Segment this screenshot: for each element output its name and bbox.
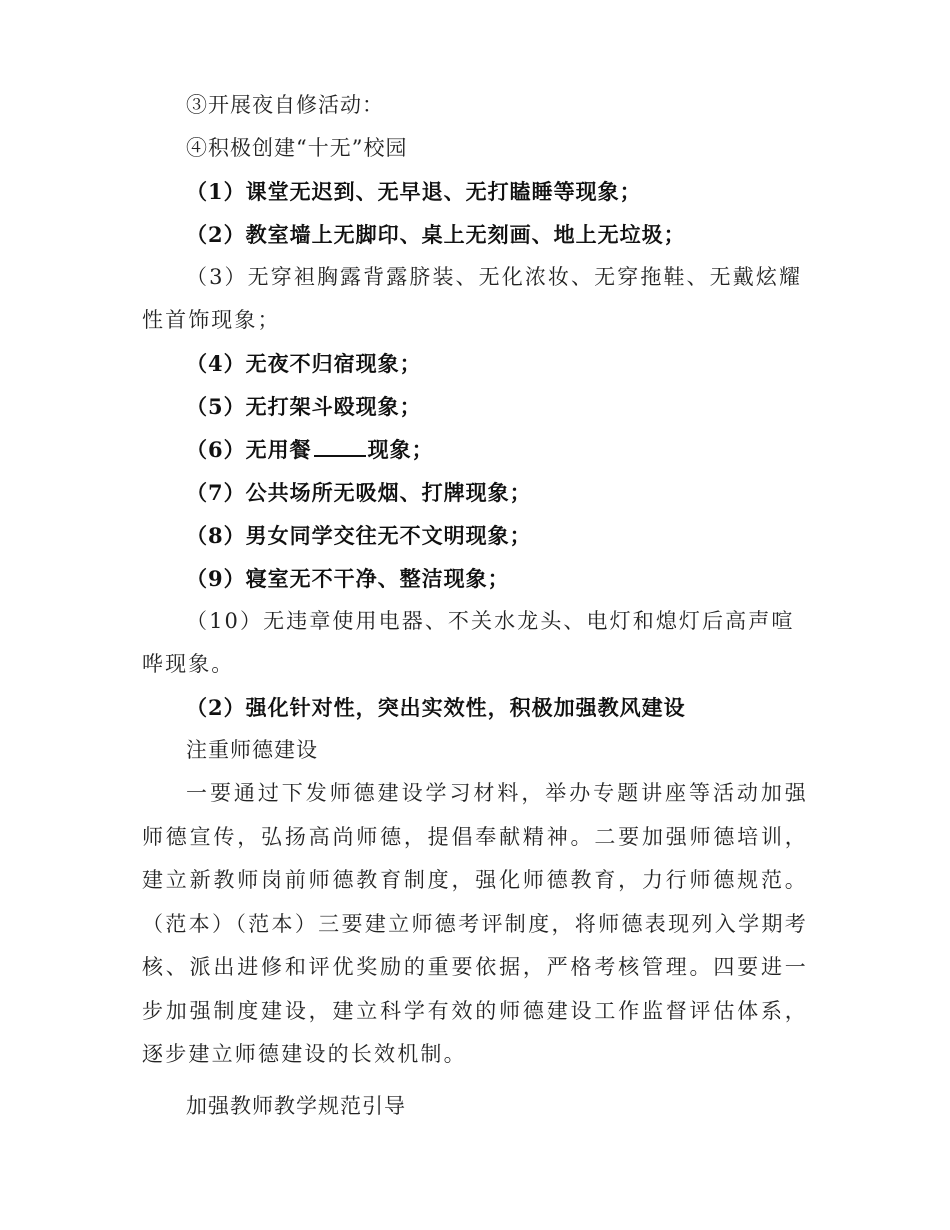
subheading-teacher-ethics: 注重师德建设 [186,738,318,762]
item-night-study: ③开展夜自修活动： [186,93,384,117]
rule-2: （2）教室墙上无脚印、桌上无刻画、地上无垃圾； [186,222,686,247]
rule-8: （8）男女同学交往无不文明现象； [186,523,532,548]
rule-10: （10）无违章使用电器、不关水龙头、电灯和熄灯后高声喧哗现象。 [142,609,795,676]
item-ten-no-campus: ④积极创建“十无”校园 [186,136,408,160]
rule-7: （7）公共场所无吸烟、打牌现象； [186,480,532,505]
section-heading-teaching-style: （2）强化针对性，突出实效性，积极加强教风建设 [186,695,686,720]
subheading-teaching-norms: 加强教师教学规范引导 [186,1093,406,1118]
document-body [142,84,808,1128]
rule-3: （3）无穿袒胸露背露脐装、无化浓妆、无穿拖鞋、无戴炫耀性首饰现象； [142,265,803,332]
rule-1: （1）课堂无迟到、无早退、无打瞌睡等现象； [186,179,642,204]
rule-6-end: 现象； [367,437,434,462]
rule-4: （4）无夜不归宿现象； [186,351,422,376]
rule-6 [142,428,808,471]
fill-in-blank [314,437,366,457]
rule-9: （9）寝室无不干净、整洁现象； [186,566,510,591]
ethics-paragraph: 一要通过下发师德建设学习材料，举办专题讲座等活动加强师德宣传，弘扬高尚师德，提倡奉献精神。二要加强师德培训，建立新教师岗前师德教育制度，强化师德教育，力行师德规范。（范本）（范本）三要建立师德考评制度，将师德表现列入学期考核、派出进修和评优奖励的重要依据，严格考核管理。四要进一步加强制度建设，建立科学有效的师德建设工作监督评估体系，逐步建立师德建设的长效机制。 [142,781,808,1066]
rule-5: （5）无打架斗殴现象； [186,394,422,419]
rule-6-start: （6）无用餐 [186,437,312,462]
